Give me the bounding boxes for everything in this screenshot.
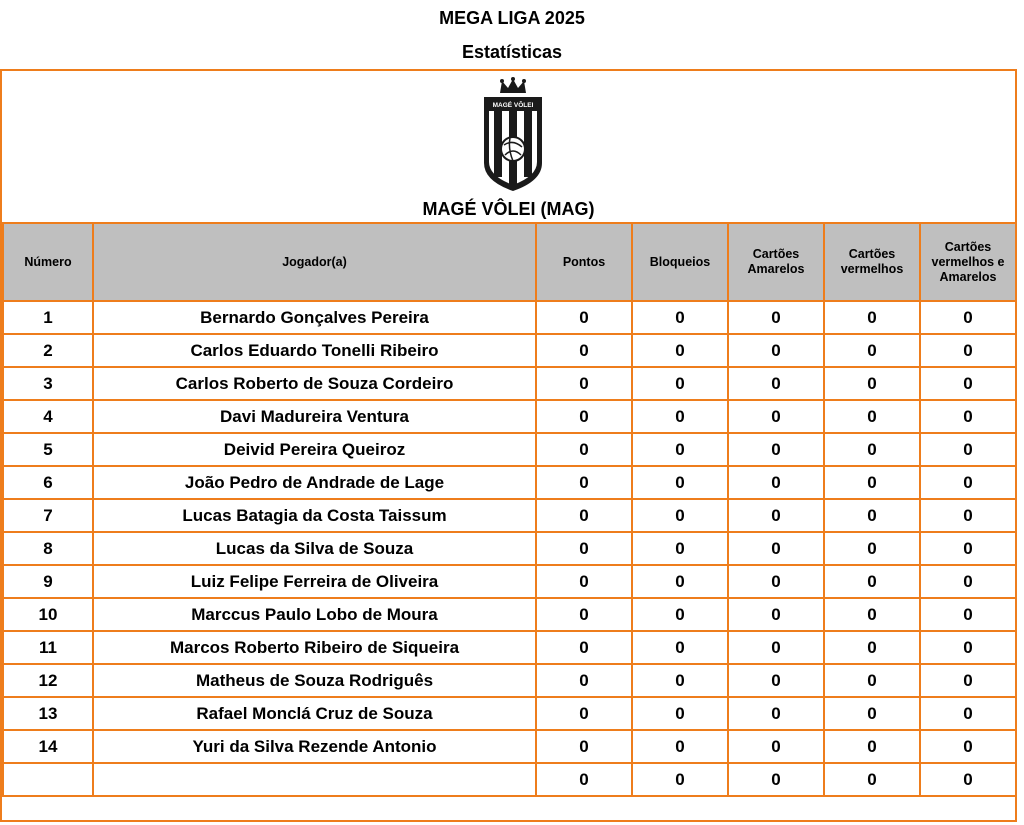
player-name: Bernardo Gonçalves Pereira — [93, 301, 536, 334]
player-cartoes-amarelos: 0 — [728, 334, 824, 367]
stats-sheet — [0, 69, 1017, 822]
table-row — [3, 664, 1016, 697]
player-bloqueios: 0 — [632, 565, 728, 598]
column-header-cartoes-amarelos: Cartões Amarelos — [728, 223, 824, 301]
total-bloqueios: 0 — [632, 763, 728, 796]
player-cartoes-vermelhos: 0 — [824, 532, 920, 565]
player-name: João Pedro de Andrade de Lage — [93, 466, 536, 499]
player-pontos: 0 — [536, 499, 632, 532]
player-pontos: 0 — [536, 664, 632, 697]
player-number: 13 — [3, 697, 93, 730]
total-cartoes-vermelhos-amarelos: 0 — [920, 763, 1016, 796]
player-cartoes-amarelos: 0 — [728, 433, 824, 466]
player-number: 4 — [3, 400, 93, 433]
player-stats-table — [2, 222, 1017, 797]
player-name: Matheus de Souza Rodriguês — [93, 664, 536, 697]
table-row — [3, 367, 1016, 400]
player-name: Carlos Eduardo Tonelli Ribeiro — [93, 334, 536, 367]
page-subtitle: Estatísticas — [461, 42, 563, 62]
player-number: 12 — [3, 664, 93, 697]
player-name: Lucas da Silva de Souza — [93, 532, 536, 565]
player-name: Yuri da Silva Rezende Antonio — [93, 730, 536, 763]
team-crest-text: MAGÉ VÔLEI — [492, 102, 534, 109]
player-cartoes-amarelos: 0 — [728, 367, 824, 400]
player-cartoes-vermelhos-amarelos: 0 — [920, 664, 1016, 697]
player-cartoes-vermelhos-amarelos: 0 — [920, 466, 1016, 499]
player-pontos: 0 — [536, 367, 632, 400]
player-cartoes-amarelos: 0 — [728, 301, 824, 334]
league-title: MEGA LIGA 2025 — [439, 8, 585, 28]
team-name: MAGÉ VÔLEI (MAG) — [422, 199, 595, 219]
player-cartoes-vermelhos-amarelos: 0 — [920, 631, 1016, 664]
player-cartoes-amarelos: 0 — [728, 730, 824, 763]
player-name: Rafael Monclá Cruz de Souza — [93, 697, 536, 730]
player-name: Luiz Felipe Ferreira de Oliveira — [93, 565, 536, 598]
table-row — [3, 697, 1016, 730]
team-header — [2, 71, 1015, 221]
player-pontos: 0 — [536, 598, 632, 631]
table-row — [3, 433, 1016, 466]
player-pontos: 0 — [536, 400, 632, 433]
player-cartoes-amarelos: 0 — [728, 499, 824, 532]
player-number: 2 — [3, 334, 93, 367]
player-cartoes-vermelhos: 0 — [824, 499, 920, 532]
totals-name — [93, 763, 536, 796]
player-cartoes-amarelos: 0 — [728, 466, 824, 499]
player-bloqueios: 0 — [632, 499, 728, 532]
column-header-numero: Número — [3, 223, 93, 301]
player-name: Davi Madureira Ventura — [93, 400, 536, 433]
player-bloqueios: 0 — [632, 664, 728, 697]
player-pontos: 0 — [536, 697, 632, 730]
player-cartoes-vermelhos-amarelos: 0 — [920, 499, 1016, 532]
player-number: 11 — [3, 631, 93, 664]
player-pontos: 0 — [536, 433, 632, 466]
player-bloqueios: 0 — [632, 631, 728, 664]
player-name: Marcos Roberto Ribeiro de Siqueira — [93, 631, 536, 664]
table-row — [3, 532, 1016, 565]
player-number: 3 — [3, 367, 93, 400]
player-cartoes-amarelos: 0 — [728, 664, 824, 697]
player-number: 1 — [3, 301, 93, 334]
column-header-bloqueios: Bloqueios — [632, 223, 728, 301]
total-cartoes-vermelhos: 0 — [824, 763, 920, 796]
player-number: 7 — [3, 499, 93, 532]
player-cartoes-amarelos: 0 — [728, 697, 824, 730]
player-pontos: 0 — [536, 334, 632, 367]
player-cartoes-vermelhos-amarelos: 0 — [920, 565, 1016, 598]
player-cartoes-vermelhos: 0 — [824, 730, 920, 763]
player-bloqueios: 0 — [632, 433, 728, 466]
player-name: Marccus Paulo Lobo de Moura — [93, 598, 536, 631]
player-cartoes-vermelhos: 0 — [824, 367, 920, 400]
player-name: Carlos Roberto de Souza Cordeiro — [93, 367, 536, 400]
totals-row — [3, 763, 1016, 796]
player-cartoes-amarelos: 0 — [728, 565, 824, 598]
player-pontos: 0 — [536, 730, 632, 763]
table-row — [3, 466, 1016, 499]
player-number: 5 — [3, 433, 93, 466]
player-name: Deivid Pereira Queiroz — [93, 433, 536, 466]
player-bloqueios: 0 — [632, 301, 728, 334]
player-number: 10 — [3, 598, 93, 631]
player-number: 14 — [3, 730, 93, 763]
player-cartoes-vermelhos: 0 — [824, 697, 920, 730]
player-cartoes-vermelhos-amarelos: 0 — [920, 532, 1016, 565]
player-cartoes-vermelhos: 0 — [824, 565, 920, 598]
player-number: 8 — [3, 532, 93, 565]
player-bloqueios: 0 — [632, 730, 728, 763]
player-cartoes-vermelhos-amarelos: 0 — [920, 301, 1016, 334]
player-cartoes-vermelhos-amarelos: 0 — [920, 433, 1016, 466]
table-row — [3, 499, 1016, 532]
column-header-jogador: Jogador(a) — [93, 223, 536, 301]
player-cartoes-vermelhos: 0 — [824, 433, 920, 466]
player-pontos: 0 — [536, 301, 632, 334]
player-pontos: 0 — [536, 466, 632, 499]
player-cartoes-vermelhos: 0 — [824, 466, 920, 499]
table-row — [3, 301, 1016, 334]
player-cartoes-vermelhos-amarelos: 0 — [920, 730, 1016, 763]
player-bloqueios: 0 — [632, 697, 728, 730]
column-header-cartoes-vermelhos: Cartões vermelhos — [824, 223, 920, 301]
table-header-row — [3, 223, 1016, 301]
total-cartoes-amarelos: 0 — [728, 763, 824, 796]
column-header-pontos: Pontos — [536, 223, 632, 301]
player-cartoes-vermelhos-amarelos: 0 — [920, 697, 1016, 730]
table-row — [3, 400, 1016, 433]
player-pontos: 0 — [536, 631, 632, 664]
player-name: Lucas Batagia da Costa Taissum — [93, 499, 536, 532]
player-pontos: 0 — [536, 532, 632, 565]
player-bloqueios: 0 — [632, 400, 728, 433]
column-header-cartoes-vermelhos-amarelos: Cartões vermelhos e Amarelos — [920, 223, 1016, 301]
table-row — [3, 631, 1016, 664]
player-bloqueios: 0 — [632, 334, 728, 367]
player-cartoes-amarelos: 0 — [728, 598, 824, 631]
player-cartoes-vermelhos: 0 — [824, 598, 920, 631]
player-bloqueios: 0 — [632, 598, 728, 631]
player-cartoes-vermelhos-amarelos: 0 — [920, 367, 1016, 400]
player-cartoes-vermelhos: 0 — [824, 301, 920, 334]
totals-number — [3, 763, 93, 796]
player-pontos: 0 — [536, 565, 632, 598]
total-pontos: 0 — [536, 763, 632, 796]
player-cartoes-vermelhos-amarelos: 0 — [920, 400, 1016, 433]
table-row — [3, 598, 1016, 631]
player-cartoes-amarelos: 0 — [728, 532, 824, 565]
player-cartoes-amarelos: 0 — [728, 400, 824, 433]
player-number: 9 — [3, 565, 93, 598]
table-row — [3, 730, 1016, 763]
player-bloqueios: 0 — [632, 367, 728, 400]
player-cartoes-amarelos: 0 — [728, 631, 824, 664]
player-cartoes-vermelhos: 0 — [824, 664, 920, 697]
team-crest-logo — [480, 77, 546, 193]
table-row — [3, 334, 1016, 367]
player-cartoes-vermelhos-amarelos: 0 — [920, 334, 1016, 367]
player-cartoes-vermelhos: 0 — [824, 334, 920, 367]
player-cartoes-vermelhos-amarelos: 0 — [920, 598, 1016, 631]
table-row — [3, 565, 1016, 598]
player-number: 6 — [3, 466, 93, 499]
player-cartoes-vermelhos: 0 — [824, 400, 920, 433]
player-cartoes-vermelhos: 0 — [824, 631, 920, 664]
player-bloqueios: 0 — [632, 466, 728, 499]
player-bloqueios: 0 — [632, 532, 728, 565]
